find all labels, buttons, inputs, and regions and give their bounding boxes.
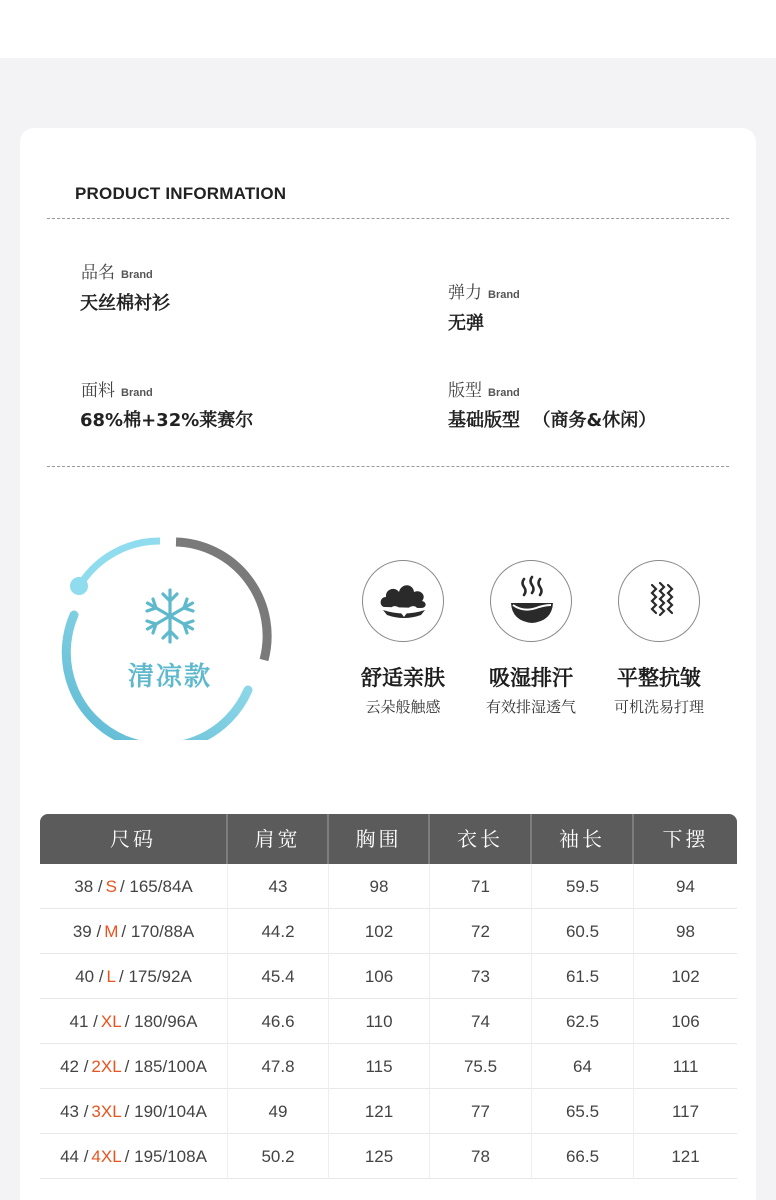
table-cell: 50.2: [228, 1134, 329, 1179]
table-cell: 98: [676, 922, 695, 941]
size-number: 44 /: [60, 1147, 89, 1166]
info-label-fit: 版型 Brand: [448, 381, 520, 401]
sweat-bowl-icon: [491, 561, 573, 643]
table-cell: 47.8: [228, 1044, 329, 1089]
table-cell: 111: [672, 1057, 699, 1076]
divider: [47, 218, 729, 219]
info-value-fabric: 68%棉+32%莱赛尔: [80, 410, 254, 431]
column-header: 肩宽: [228, 814, 329, 864]
table-cell: 45.4: [228, 954, 329, 999]
info-label-name: 品名 Brand: [81, 263, 153, 283]
size-code: 4XL: [91, 1147, 122, 1166]
table-cell: 66.5: [532, 1134, 634, 1179]
size-number: 39 /: [72, 922, 102, 941]
feature-subtitle: 可机洗易打理: [613, 698, 704, 716]
info-value-elasticity: 无弹: [448, 313, 484, 334]
column-header: 袖长: [532, 814, 634, 864]
table-row: [40, 1134, 737, 1179]
feature-subtitle: 云朵般触感: [365, 698, 441, 716]
size-table-header: [40, 814, 737, 864]
size-code: M: [104, 922, 119, 941]
table-cell: 62.5: [532, 999, 634, 1044]
table-cell: 94: [676, 877, 695, 896]
table-cell: 73: [430, 954, 532, 999]
size-height: / 175/92A: [119, 967, 192, 986]
table-cell: 106: [671, 1012, 700, 1031]
column-header: 尺码: [40, 814, 228, 864]
feature-title: 平整抗皱: [617, 666, 701, 690]
table-cell: 115: [329, 1044, 430, 1089]
size-height: / 185/100A: [124, 1057, 207, 1076]
table-cell: 106: [329, 954, 430, 999]
table-cell: 74: [430, 999, 532, 1044]
top-band: [0, 0, 776, 58]
table-cell: 65.5: [532, 1089, 634, 1134]
table-cell: 72: [430, 909, 532, 954]
table-row: [40, 999, 737, 1044]
size-label-cell: [40, 1089, 228, 1134]
size-label-cell: [40, 864, 228, 909]
table-cell: 49: [228, 1089, 329, 1134]
table-cell: 44.2: [228, 909, 329, 954]
table-cell: 102: [671, 967, 700, 986]
size-code: L: [106, 967, 117, 986]
feature-sweat-badge: [490, 560, 572, 642]
size-code: 2XL: [91, 1057, 122, 1076]
size-height: / 170/88A: [121, 922, 195, 941]
table-cell: 46.6: [228, 999, 329, 1044]
section-title: PRODUCT INFORMATION: [75, 184, 287, 203]
table-cell: 61.5: [532, 954, 634, 999]
size-code: 3XL: [91, 1102, 122, 1121]
feature-title: 吸湿排汗: [489, 666, 573, 690]
size-label-cell: [40, 954, 228, 999]
size-height: / 180/96A: [124, 1012, 198, 1031]
table-cell: 78: [430, 1134, 532, 1179]
size-height: / 190/104A: [124, 1102, 207, 1121]
table-cell: 121: [671, 1147, 700, 1166]
size-height: / 165/84A: [119, 877, 193, 896]
divider: [47, 466, 729, 467]
table-cell: 75.5: [430, 1044, 532, 1089]
table-row: [40, 909, 737, 954]
table-cell: 43: [228, 864, 329, 909]
feature-title: 舒适亲肤: [361, 666, 445, 690]
table-cell: 77: [430, 1089, 532, 1134]
info-value-name: 天丝棉衬衫: [80, 293, 170, 314]
size-number: 42 /: [60, 1057, 89, 1076]
cooling-badge: [60, 530, 280, 740]
table-cell: 98: [329, 864, 430, 909]
size-table: [40, 814, 737, 1179]
table-cell: 59.5: [532, 864, 634, 909]
size-number: 43 /: [60, 1102, 89, 1121]
size-height: / 195/108A: [124, 1147, 207, 1166]
table-cell: 117: [671, 1102, 700, 1121]
size-label-cell: [40, 909, 228, 954]
column-header: 胸围: [329, 814, 430, 864]
size-label-cell: [40, 1134, 228, 1179]
table-row: [40, 954, 737, 999]
size-label-cell: [40, 999, 228, 1044]
table-cell: 125: [329, 1134, 430, 1179]
size-code: S: [105, 877, 117, 896]
snowflake-icon: [140, 586, 200, 646]
feature-comfort-badge: [362, 560, 444, 642]
column-header: 衣长: [430, 814, 532, 864]
info-label-fabric: 面料 Brand: [81, 381, 153, 401]
table-cell: 60.5: [532, 909, 634, 954]
table-row: [40, 1089, 737, 1134]
table-cell: 102: [329, 909, 430, 954]
size-number: 41 /: [69, 1012, 98, 1031]
column-header: 下摆: [662, 827, 709, 851]
size-label-cell: [40, 1044, 228, 1089]
size-table-body: [40, 864, 737, 1179]
table-cell: 121: [329, 1089, 430, 1134]
size-code: XL: [100, 1012, 122, 1031]
table-cell: 64: [532, 1044, 634, 1089]
table-row: [40, 864, 737, 909]
table-row: [40, 1044, 737, 1089]
info-value-fit: 基础版型 （商务&休闲）: [448, 410, 657, 431]
feature-subtitle: 有效排湿透气: [485, 698, 576, 716]
badge-label: 清凉款: [127, 662, 212, 692]
info-label-elasticity: 弹力 Brand: [448, 283, 520, 303]
wrinkle-wave-icon: [619, 561, 701, 643]
feature-wrinkle-badge: [618, 560, 700, 642]
cloud-icon: [363, 561, 445, 643]
size-number: 40 /: [75, 967, 104, 986]
table-cell: 110: [329, 999, 430, 1044]
table-cell: 71: [430, 864, 532, 909]
size-number: 38 /: [74, 877, 103, 896]
